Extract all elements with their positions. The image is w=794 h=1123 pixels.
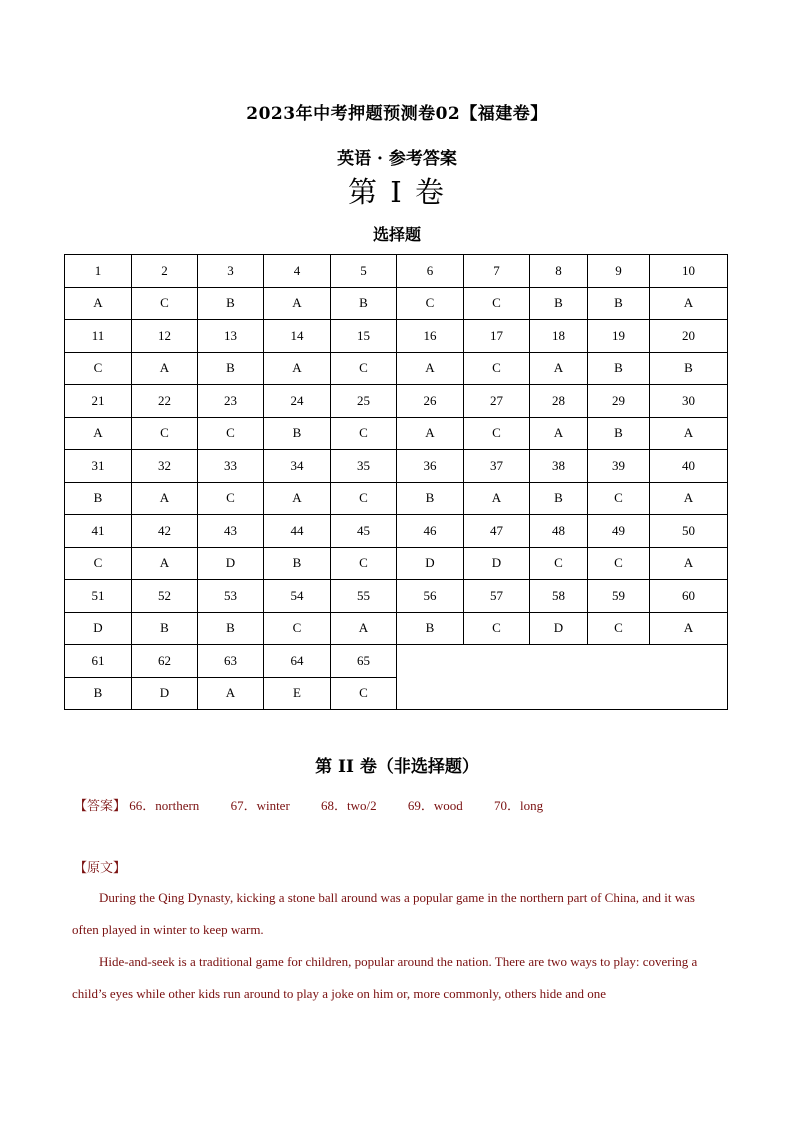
answer-cell: D [132, 677, 198, 710]
answer-tag: 【答案】 [74, 799, 127, 814]
answer-cell: B [132, 612, 198, 645]
answer-item: 70．long [494, 798, 544, 813]
answer-cell: A [65, 417, 132, 450]
answer-cell: C [397, 287, 464, 320]
answer-cell: B [65, 677, 132, 710]
question-number-cell: 9 [588, 255, 650, 288]
answer-cell: A [650, 612, 728, 645]
question-number-cell: 43 [198, 515, 264, 548]
question-number-cell: 30 [650, 385, 728, 418]
answer-row [65, 547, 728, 580]
question-number-cell: 45 [331, 515, 397, 548]
question-number-cell: 4 [264, 255, 331, 288]
original-paragraph: During the Qing Dynasty, kicking a stone ball around was a popular game in the northern part of China, and it was often played in winter to keep warm. [72, 890, 695, 937]
answer-cell: A [650, 547, 728, 580]
question-number-cell: 2 [132, 255, 198, 288]
answer-cell: C [132, 417, 198, 450]
answer-cell: B [65, 482, 132, 515]
question-number-row [65, 450, 728, 483]
question-number-cell: 48 [530, 515, 588, 548]
answer-cell: B [588, 287, 650, 320]
answer-cell: B [588, 352, 650, 385]
answer-cell: C [331, 547, 397, 580]
answer-row [65, 482, 728, 515]
question-number-cell: 14 [264, 320, 331, 353]
answer-line [74, 795, 571, 814]
question-number-cell: 29 [588, 385, 650, 418]
question-number-row [65, 645, 728, 678]
answer-cell: C [331, 482, 397, 515]
answer-cell: C [331, 352, 397, 385]
answer-item: 67．winter [230, 798, 290, 813]
question-number-cell: 40 [650, 450, 728, 483]
answer-cell: A [397, 352, 464, 385]
question-number-cell: 37 [464, 450, 530, 483]
question-number-cell: 36 [397, 450, 464, 483]
question-number-cell: 34 [264, 450, 331, 483]
answer-cell: A [464, 482, 530, 515]
answer-cell: C [198, 417, 264, 450]
question-number-cell: 3 [198, 255, 264, 288]
answer-cell: C [198, 482, 264, 515]
answer-item: 68．two/2 [321, 798, 377, 813]
question-number-cell: 31 [65, 450, 132, 483]
original-paragraph: Hide-and-seek is a traditional game for children, popular around the nation. There are two ways to play: covering a child’s eyes while other kids run around to play a joke on him or, more commonly, others hide and one [72, 954, 698, 1001]
question-number-cell: 61 [65, 645, 132, 678]
answer-row [65, 287, 728, 320]
question-number-cell: 63 [198, 645, 264, 678]
question-number-cell: 26 [397, 385, 464, 418]
question-number-row [65, 320, 728, 353]
answer-cell: C [464, 287, 530, 320]
answer-cell: C [331, 417, 397, 450]
question-number-cell: 6 [397, 255, 464, 288]
answer-cell: B [264, 547, 331, 580]
volume-two-heading: 第 II 卷（非选择题） [315, 757, 479, 777]
question-number-cell: 44 [264, 515, 331, 548]
answer-table [64, 254, 728, 710]
answer-cell: D [198, 547, 264, 580]
question-number-cell: 60 [650, 580, 728, 613]
answer-cell: A [264, 482, 331, 515]
original-text-label: 【原文】 [74, 861, 127, 876]
question-number-cell: 41 [65, 515, 132, 548]
answer-cell: C [588, 482, 650, 515]
answer-cell: C [331, 677, 397, 710]
question-number-cell: 52 [132, 580, 198, 613]
answer-cell: C [464, 352, 530, 385]
answer-row [65, 612, 728, 645]
answer-cell: D [530, 612, 588, 645]
answer-cell: B [588, 417, 650, 450]
question-number-cell: 64 [264, 645, 331, 678]
answer-item: 69．wood [407, 798, 463, 813]
question-number-cell: 17 [464, 320, 530, 353]
answer-cell: C [264, 612, 331, 645]
question-number-cell: 19 [588, 320, 650, 353]
question-number-cell: 23 [198, 385, 264, 418]
question-number-cell: 42 [132, 515, 198, 548]
answer-cell: A [650, 417, 728, 450]
volume-one-heading: 第 I 卷 [348, 175, 446, 209]
question-number-cell: 49 [588, 515, 650, 548]
question-number-cell: 27 [464, 385, 530, 418]
answer-cell: A [132, 352, 198, 385]
answer-cell: D [397, 547, 464, 580]
answer-cell: A [132, 547, 198, 580]
answer-cell: A [65, 287, 132, 320]
question-number-row [65, 255, 728, 288]
answer-cell: B [530, 287, 588, 320]
answer-cell: C [65, 547, 132, 580]
question-number-row [65, 515, 728, 548]
answer-cell: B [198, 287, 264, 320]
question-number-cell: 47 [464, 515, 530, 548]
question-number-cell: 54 [264, 580, 331, 613]
question-number-cell: 33 [198, 450, 264, 483]
answer-cell: B [397, 482, 464, 515]
answer-cell: A [650, 287, 728, 320]
answer-cell: C [464, 612, 530, 645]
question-number-cell: 10 [650, 255, 728, 288]
question-number-cell: 24 [264, 385, 331, 418]
answer-cell: B [331, 287, 397, 320]
answer-cell: C [132, 287, 198, 320]
question-number-cell: 59 [588, 580, 650, 613]
page-subtitle: 英语 · 参考答案 [337, 149, 457, 169]
question-number-cell: 57 [464, 580, 530, 613]
question-number-cell: 1 [65, 255, 132, 288]
question-number-cell: 46 [397, 515, 464, 548]
answer-cell: A [530, 352, 588, 385]
question-number-cell: 18 [530, 320, 588, 353]
answer-cell: B [198, 612, 264, 645]
question-number-cell: 12 [132, 320, 198, 353]
question-number-cell: 13 [198, 320, 264, 353]
question-number-cell: 7 [464, 255, 530, 288]
question-number-cell: 5 [331, 255, 397, 288]
question-number-cell: 51 [65, 580, 132, 613]
question-number-cell: 58 [530, 580, 588, 613]
question-number-cell: 21 [65, 385, 132, 418]
answer-cell: C [464, 417, 530, 450]
section-heading: 选择题 [372, 225, 421, 244]
question-number-cell: 35 [331, 450, 397, 483]
question-number-cell: 50 [650, 515, 728, 548]
answer-row [65, 417, 728, 450]
answer-cell: D [65, 612, 132, 645]
question-number-cell: 15 [331, 320, 397, 353]
answer-item: 66．northern [129, 798, 200, 813]
question-number-cell: 62 [132, 645, 198, 678]
answer-cell: A [397, 417, 464, 450]
question-number-cell: 53 [198, 580, 264, 613]
answer-cell: B [650, 352, 728, 385]
question-number-cell: 56 [397, 580, 464, 613]
answer-cell: A [650, 482, 728, 515]
question-number-row [65, 385, 728, 418]
answer-cell: E [264, 677, 331, 710]
question-number-row [65, 580, 728, 613]
answer-row [65, 352, 728, 385]
answer-cell: A [331, 612, 397, 645]
answer-cell: A [264, 287, 331, 320]
question-number-cell: 65 [331, 645, 397, 678]
answer-cell: B [397, 612, 464, 645]
question-number-cell: 25 [331, 385, 397, 418]
answer-cell: B [264, 417, 331, 450]
question-number-cell: 11 [65, 320, 132, 353]
question-number-cell: 16 [397, 320, 464, 353]
answer-cell: C [530, 547, 588, 580]
answer-cell: B [530, 482, 588, 515]
answer-cell: A [530, 417, 588, 450]
question-number-cell: 8 [530, 255, 588, 288]
question-number-cell: 32 [132, 450, 198, 483]
answer-cell: D [464, 547, 530, 580]
question-number-cell: 28 [530, 385, 588, 418]
question-number-cell: 20 [650, 320, 728, 353]
answer-cell: C [65, 352, 132, 385]
question-number-cell: 22 [132, 385, 198, 418]
answer-cell: C [588, 612, 650, 645]
answer-cell: A [132, 482, 198, 515]
answer-cell: C [588, 547, 650, 580]
answer-cell: B [198, 352, 264, 385]
answer-cell: A [264, 352, 331, 385]
question-number-cell: 55 [331, 580, 397, 613]
question-number-cell: 39 [588, 450, 650, 483]
question-number-cell: 38 [530, 450, 588, 483]
answer-cell: A [198, 677, 264, 710]
empty-cell [397, 645, 728, 710]
page-title: 2023年中考押题预测卷02【福建卷】 [246, 104, 548, 124]
